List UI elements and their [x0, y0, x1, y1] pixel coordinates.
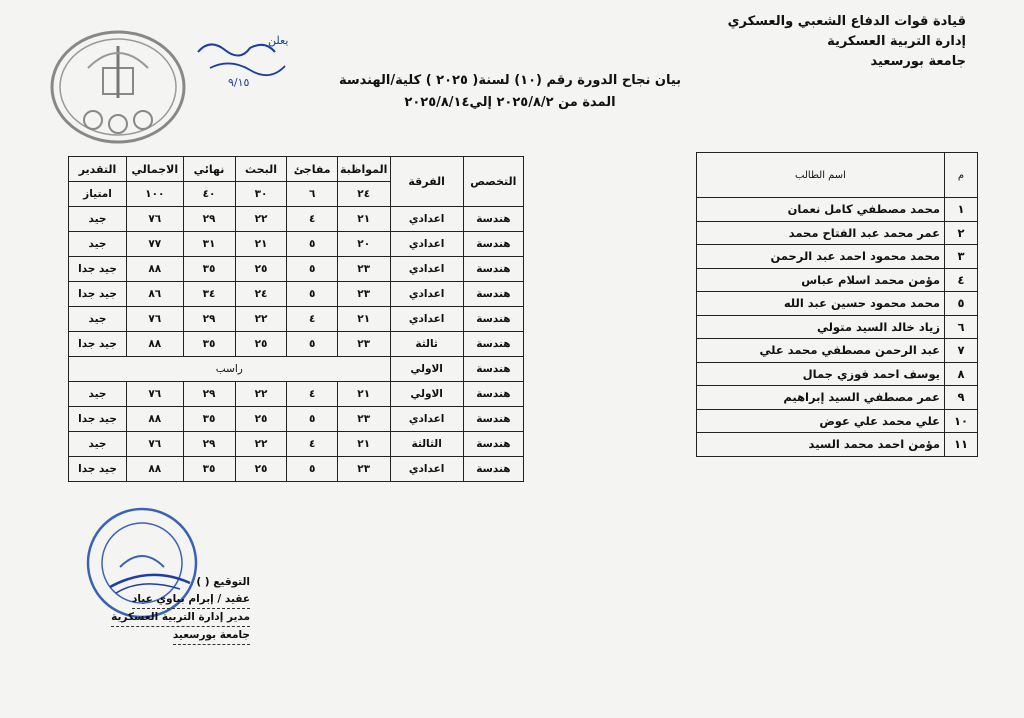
document-title — [300, 70, 720, 114]
grade-grade: جيد — [69, 382, 127, 407]
students-header-row — [697, 153, 978, 198]
student-number: ٩ — [945, 386, 978, 410]
student-row — [697, 433, 978, 457]
students-table — [696, 152, 978, 457]
student-number: ١١ — [945, 433, 978, 457]
header-student-name: اسم الطالب — [697, 153, 945, 198]
grade-specialty: هندسة — [463, 382, 523, 407]
grade-row — [69, 457, 524, 482]
grade-row — [69, 282, 524, 307]
student-name: عمر محمد عبد الفتاح محمد — [697, 221, 945, 245]
max-quiz: ٦ — [287, 182, 337, 207]
header-line-command: قيادة قوات الدفاع الشعبي والعسكري — [727, 14, 966, 29]
header-specialty: التخصص — [463, 157, 523, 207]
student-name: علي محمد علي عوض — [697, 409, 945, 433]
grade-specialty: هندسة — [463, 457, 523, 482]
student-number: ٣ — [945, 245, 978, 269]
grade-quiz: ٤ — [287, 382, 337, 407]
grade-total: ٨٨ — [127, 407, 184, 432]
grade-final: ٣٥ — [183, 407, 235, 432]
max-attendance: ٢٤ — [337, 182, 390, 207]
header-number: م — [945, 153, 978, 198]
student-row — [697, 221, 978, 245]
header-total: الاجمالي — [127, 157, 184, 182]
grade-year: اعدادي — [390, 232, 463, 257]
grade-grade: جيد جدا — [69, 407, 127, 432]
grade-research: ٢٥ — [235, 332, 287, 357]
max-grade: امتياز — [69, 182, 127, 207]
grade-total: ٧٦ — [127, 382, 184, 407]
grade-row — [69, 207, 524, 232]
grade-grade: جيد — [69, 207, 127, 232]
student-name: محمد مصطفي كامل نعمان — [697, 198, 945, 222]
student-name: عبد الرحمن مصطفي محمد علي — [697, 339, 945, 363]
grade-row — [69, 432, 524, 457]
signature-block — [60, 574, 250, 645]
grade-attendance: ٢٣ — [337, 457, 390, 482]
grade-final: ٣٥ — [183, 332, 235, 357]
signature-label: التوقيع ( ) — [196, 576, 250, 588]
student-row — [697, 292, 978, 316]
grade-attendance: ٢١ — [337, 432, 390, 457]
student-name: مؤمن احمد محمد السيد — [697, 433, 945, 457]
grade-research: ٢٢ — [235, 432, 287, 457]
student-number: ٦ — [945, 315, 978, 339]
grade-attendance: ٢٠ — [337, 232, 390, 257]
student-name: محمد محمود احمد عبد الرحمن — [697, 245, 945, 269]
grade-attendance: ٢١ — [337, 382, 390, 407]
grade-year: اعدادي — [390, 207, 463, 232]
grades-header-row — [69, 157, 524, 182]
grade-specialty: هندسة — [463, 232, 523, 257]
grade-quiz: ٤ — [287, 432, 337, 457]
grade-attendance: ٢٣ — [337, 257, 390, 282]
signatory-title: مدير إدارة التربية العسكرية — [111, 609, 250, 627]
grade-final: ٣٥ — [183, 257, 235, 282]
handwritten-note — [190, 30, 300, 90]
grade-row — [69, 257, 524, 282]
grade-final: ٣٤ — [183, 282, 235, 307]
grade-year: اعدادي — [390, 282, 463, 307]
grade-year: اعدادي — [390, 457, 463, 482]
grade-specialty: هندسة — [463, 207, 523, 232]
grade-research: ٢٢ — [235, 307, 287, 332]
header-grade: التقدير — [69, 157, 127, 182]
max-research: ٣٠ — [235, 182, 287, 207]
grade-attendance: ٢٣ — [337, 282, 390, 307]
grade-grade: جيد جدا — [69, 257, 127, 282]
signatory-name: عقيد / إبرام بباوي عياد — [132, 591, 250, 609]
grade-quiz: ٤ — [287, 207, 337, 232]
grade-final: ٢٩ — [183, 382, 235, 407]
failed-status: راسب — [69, 357, 391, 382]
grade-grade: جيد جدا — [69, 457, 127, 482]
grade-grade: جيد جدا — [69, 282, 127, 307]
grade-research: ٢٥ — [235, 257, 287, 282]
student-row — [697, 386, 978, 410]
student-name: زياد خالد السيد متولي — [697, 315, 945, 339]
student-number: ٢ — [945, 221, 978, 245]
student-number: ٧ — [945, 339, 978, 363]
student-row — [697, 268, 978, 292]
grade-row — [69, 232, 524, 257]
grade-final: ٢٩ — [183, 432, 235, 457]
grade-final: ٢٩ — [183, 307, 235, 332]
grade-total: ٨٨ — [127, 457, 184, 482]
grades-table — [68, 156, 524, 482]
grade-grade: جيد جدا — [69, 332, 127, 357]
grade-total: ٨٨ — [127, 257, 184, 282]
grade-year: اعدادي — [390, 407, 463, 432]
grade-grade: جيد — [69, 232, 127, 257]
grade-attendance: ٢٣ — [337, 407, 390, 432]
student-number: ١٠ — [945, 409, 978, 433]
grade-total: ٧٦ — [127, 432, 184, 457]
grade-research: ٢٥ — [235, 407, 287, 432]
grade-research: ٢٤ — [235, 282, 287, 307]
student-number: ٨ — [945, 362, 978, 386]
grade-year: اعدادي — [390, 257, 463, 282]
grade-total: ٧٦ — [127, 207, 184, 232]
grade-row — [69, 307, 524, 332]
grade-grade: جيد — [69, 432, 127, 457]
grade-quiz: ٥ — [287, 457, 337, 482]
student-number: ٤ — [945, 268, 978, 292]
grade-quiz: ٥ — [287, 257, 337, 282]
grade-grade: جيد — [69, 307, 127, 332]
document-header — [646, 12, 966, 72]
header-quiz: مفاجئ — [287, 157, 337, 182]
header-year: الفرقة — [390, 157, 463, 207]
grade-quiz: ٥ — [287, 407, 337, 432]
emblem-logo — [48, 28, 188, 146]
title-line-course: بيان نجاح الدورة رقم (١٠) لسنة( ٢٠٢٥ ) كلية/الهندسة — [338, 73, 682, 88]
grade-research: ٢٢ — [235, 207, 287, 232]
grade-final: ٣١ — [183, 232, 235, 257]
signatory-university: جامعة بورسعيد — [173, 627, 250, 645]
grade-year: ثالثة — [390, 332, 463, 357]
student-row — [697, 409, 978, 433]
grade-attendance: ٢١ — [337, 307, 390, 332]
grade-attendance: ٢٣ — [337, 332, 390, 357]
grade-research: ٢٥ — [235, 457, 287, 482]
grade-total: ٨٨ — [127, 332, 184, 357]
grade-specialty: هندسة — [463, 257, 523, 282]
grade-quiz: ٥ — [287, 282, 337, 307]
grade-year: الثالثة — [390, 432, 463, 457]
grade-year: الاولي — [390, 357, 463, 382]
student-row — [697, 315, 978, 339]
grade-row — [69, 407, 524, 432]
student-row — [697, 339, 978, 363]
grade-specialty: هندسة — [463, 407, 523, 432]
grade-specialty: هندسة — [463, 282, 523, 307]
header-line-university: جامعة بورسعيد — [870, 54, 966, 69]
header-final: نهائي — [183, 157, 235, 182]
grade-total: ٧٧ — [127, 232, 184, 257]
grade-attendance: ٢١ — [337, 207, 390, 232]
grade-quiz: ٥ — [287, 332, 337, 357]
grade-total: ٧٦ — [127, 307, 184, 332]
grade-year: اعدادي — [390, 307, 463, 332]
grade-specialty: هندسة — [463, 357, 523, 382]
grade-research: ٢١ — [235, 232, 287, 257]
max-final: ٤٠ — [183, 182, 235, 207]
grade-row — [69, 382, 524, 407]
student-name: عمر مصطفي السيد إبراهيم — [697, 386, 945, 410]
grade-specialty: هندسة — [463, 307, 523, 332]
note-word: يعلن — [268, 34, 289, 47]
grade-row — [69, 332, 524, 357]
grade-final: ٢٩ — [183, 207, 235, 232]
header-attendance: المواظبة — [337, 157, 390, 182]
student-number: ٥ — [945, 292, 978, 316]
grade-research: ٢٢ — [235, 382, 287, 407]
student-name: يوسف احمد فوزي جمال — [697, 362, 945, 386]
student-name: محمد محمود حسين عبد الله — [697, 292, 945, 316]
grade-quiz: ٤ — [287, 307, 337, 332]
student-number: ١ — [945, 198, 978, 222]
header-line-department: إدارة التربية العسكرية — [827, 34, 966, 49]
header-research: البحث — [235, 157, 287, 182]
grade-quiz: ٥ — [287, 232, 337, 257]
grade-final: ٣٥ — [183, 457, 235, 482]
grade-specialty: هندسة — [463, 332, 523, 357]
grade-total: ٨٦ — [127, 282, 184, 307]
student-name: مؤمن محمد اسلام عباس — [697, 268, 945, 292]
student-row — [697, 245, 978, 269]
student-row — [697, 362, 978, 386]
student-row — [697, 198, 978, 222]
grade-row — [69, 357, 524, 382]
note-date: ٩/١٥ — [228, 76, 250, 89]
max-total: ١٠٠ — [127, 182, 184, 207]
grade-specialty: هندسة — [463, 432, 523, 457]
grade-year: الاولي — [390, 382, 463, 407]
title-line-period: المدة من ٢٠٢٥/٨/٢ إلي٢٠٢٥/٨/١٤ — [404, 95, 616, 110]
